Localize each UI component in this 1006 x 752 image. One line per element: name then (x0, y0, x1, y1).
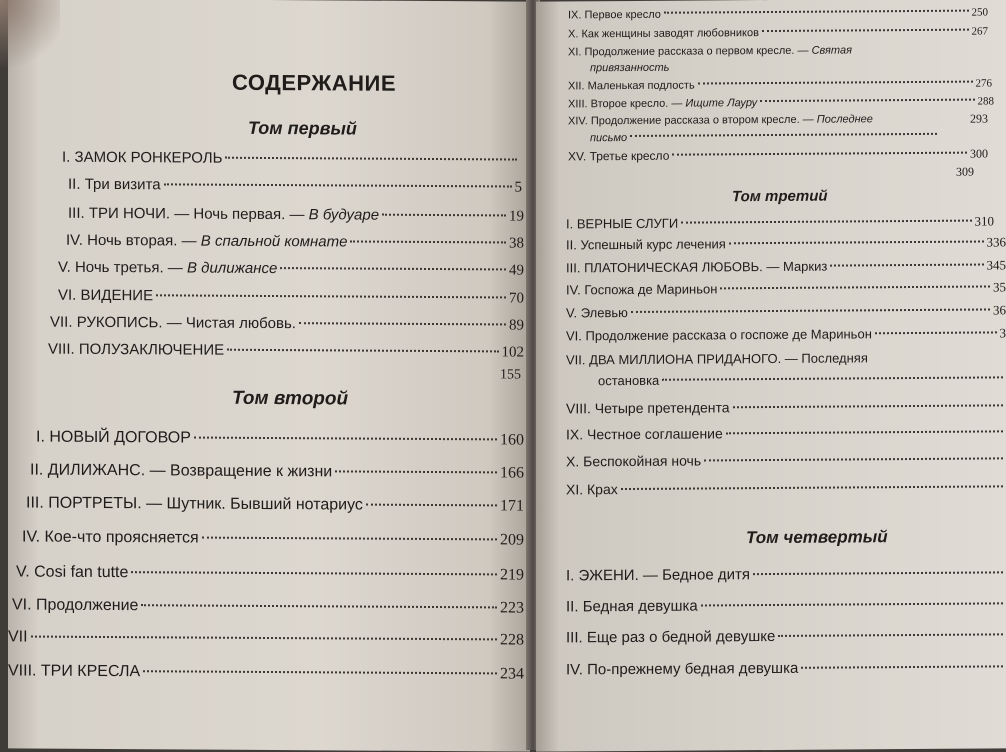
toc-entry: VI. Продолжение рассказа о госпоже де Мариньон 3 (566, 325, 1006, 344)
toc-entry: V. Ночь третья. — В дилижансе 49 (58, 258, 524, 279)
contents-heading: СОДЕРЖАНИЕ (232, 69, 397, 96)
page-number: 309 (956, 164, 974, 179)
toc-entry: IV. Ночь вторая. — В спальной комнате 38 (66, 231, 524, 252)
toc-entry: IX. Первое кресло 250 (568, 6, 988, 22)
toc-entry: VIII. Четыре претендента (566, 397, 1006, 416)
toc-entry: XI. Крах (566, 478, 1006, 497)
volume-3-title: Том третий (732, 187, 828, 206)
toc-continuation: остановка (598, 370, 1006, 388)
toc-entry: V. Cosi fan tutte 219 (16, 563, 524, 584)
toc-entry: VII. РУКОПИСЬ. — Чистая любовь. 89 (50, 313, 524, 334)
toc-entry: III. ТРИ НОЧИ. — Ночь первая. — В будуаре 19 (68, 204, 524, 225)
toc-entry: I. ЭЖЕНИ. — Бедное дитя (566, 564, 1006, 584)
toc-entry: III. ПОРТРЕТЫ. — Шутник. Бывший нотариус 171 (26, 494, 524, 515)
volume-4-title: Том четвертый (746, 527, 888, 548)
toc-entry: XII. Маленькая подлость 276 (568, 77, 992, 93)
page-number: 155 (500, 367, 521, 383)
toc-entry: XIV. Продолжение рассказа о втором кресле. — Последнее (568, 113, 873, 128)
right-page (536, 0, 1006, 752)
left-page (8, 0, 530, 752)
toc-entry: VIII. ПОЛУЗАКЛЮЧЕНИЕ 102 (48, 340, 524, 361)
toc-entry: VII. ДВА МИЛЛИОНА ПРИДАНОГО. — Последняя (566, 350, 868, 368)
toc-entry: II. ДИЛИЖАНС. — Возвращение к жизни 166 (30, 461, 524, 482)
toc-entry: I. ВЕРНЫЕ СЛУГИ 310 (566, 213, 994, 232)
toc-entry: II. Успешный курс лечения 336 (566, 234, 1006, 253)
toc-entry: II. Три визита 5 (68, 175, 522, 196)
volume-1-title: Том первый (248, 117, 357, 139)
toc-entry: III. ПЛАТОНИЧЕСКАЯ ЛЮБОВЬ. — Маркиз 345 (566, 257, 1006, 276)
finger-shadow (0, 0, 60, 80)
toc-entry: I. НОВЫЙ ДОГОВОР 160 (36, 428, 524, 449)
toc-entry: VII 228 (8, 628, 524, 649)
toc-entry: XV. Третье кресло 300 (568, 146, 988, 164)
volume-2-title: Том второй (232, 387, 349, 410)
toc-entry: VIII. ТРИ КРЕСЛА 234 (8, 662, 524, 683)
toc-continuation: привязанность (590, 61, 670, 75)
toc-entry: V. Элевью 36 (566, 302, 1006, 321)
toc-entry: II. Бедная девушка (566, 595, 1006, 615)
toc-entry: VI. ВИДЕНИЕ 70 (58, 286, 524, 307)
toc-entry: IV. Госпожа де Мариньон 35 (566, 279, 1006, 298)
toc-entry: III. Еще раз о бедной девушке (566, 626, 1006, 646)
toc-entry: I. ЗАМОК РОНКЕРОЛЬ (62, 149, 520, 169)
toc-entry: VI. Продолжение 223 (12, 596, 524, 617)
toc-entry: IX. Честное соглашение (566, 423, 1006, 442)
toc-entry: IV. По-прежнему бедная девушка (566, 658, 1006, 678)
page-number: 293 (970, 111, 988, 126)
toc-entry: X. Беспокойная ночь (566, 450, 1006, 469)
toc-entry: XIII. Второе кресло. — Ищите Лауру 288 (568, 95, 994, 111)
toc-continuation: письмо (590, 130, 940, 144)
toc-entry: X. Как женщины заводят любовников 267 (568, 25, 988, 41)
toc-entry: IV. Кое-что проясняется 209 (22, 528, 524, 549)
toc-entry: XI. Продолжение рассказа о первом кресле. — Святая (568, 44, 852, 59)
